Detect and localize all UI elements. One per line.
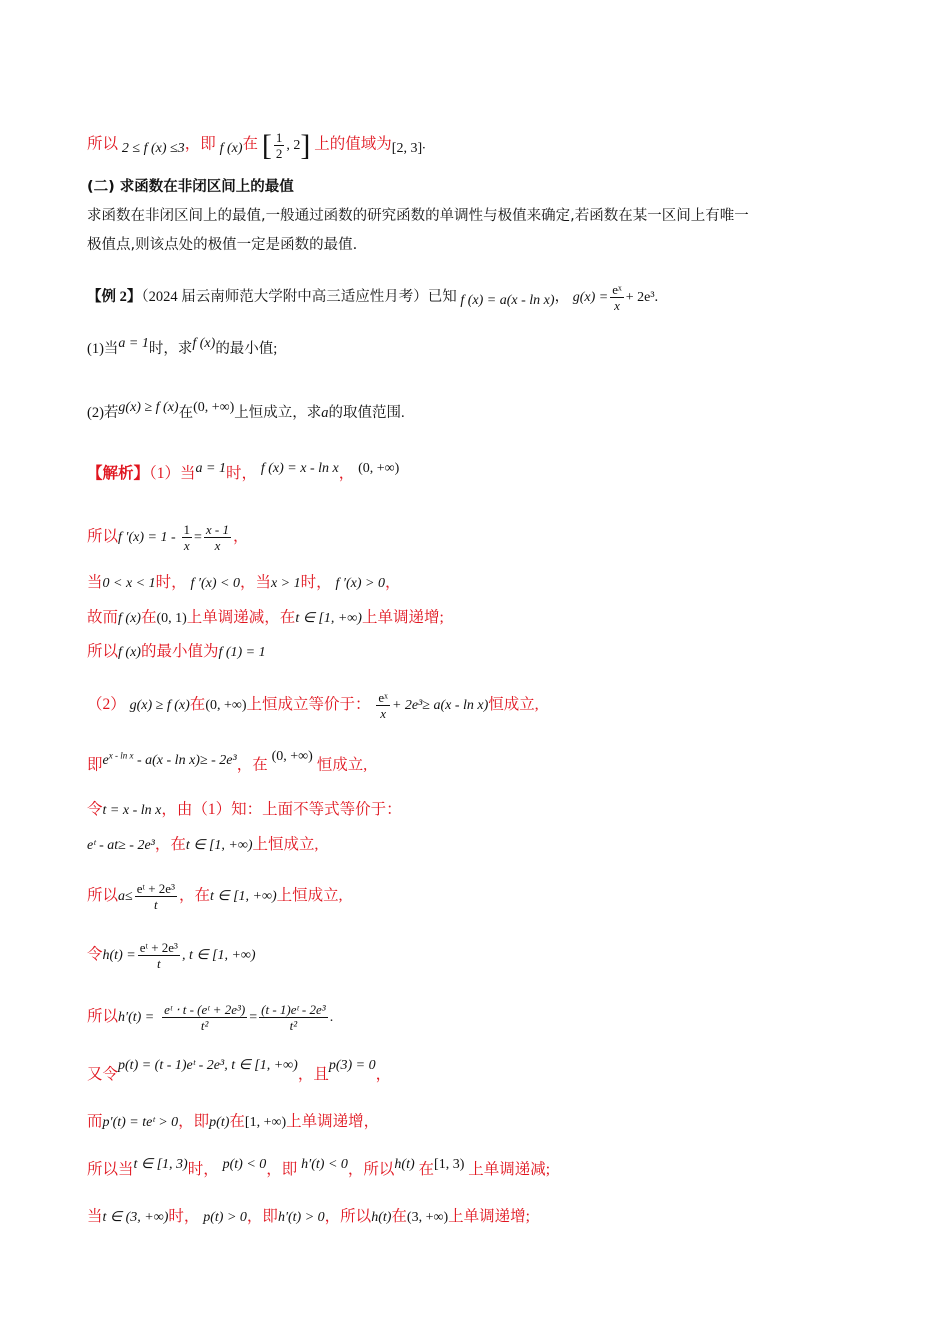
math-rest: - a(x - ln x)≥ - 2e³ (133, 752, 237, 768)
frac-den: x (380, 706, 387, 721)
text: 所以 (87, 1008, 119, 1026)
math: a = 1 (195, 461, 226, 476)
text: ，即 (178, 1113, 210, 1130)
math: t ∈ [1, +∞) (185, 838, 253, 853)
text: ，在 (178, 887, 210, 905)
paragraph-line-1: 求函数在非闭区间上的最值,一般通过函数的研究函数的单调性与极值来确定,若函数在某一区间上有唯一 (87, 208, 749, 224)
math: p(t) < 0 (222, 1157, 267, 1172)
text: 恒成立, (316, 756, 368, 774)
math: (0, +∞) (271, 748, 313, 764)
text: 所以当 (87, 1161, 134, 1178)
math-range: [2, 3] (391, 140, 423, 156)
solution-label: 【解析】 (87, 465, 150, 482)
math: g(x) ≥ f (x) (129, 698, 190, 714)
text: 所以 (87, 135, 119, 153)
math: = (249, 1010, 258, 1026)
solution-line-6 (87, 690, 539, 721)
text: (2)若 (87, 405, 119, 421)
math-sup: x - ln x (108, 750, 134, 760)
text: 在 (242, 135, 259, 153)
section-heading: (二) 求函数在非闭区间上的最值 (87, 179, 294, 195)
range-conclusion-line (87, 130, 426, 161)
frac-num: 1 (183, 522, 190, 537)
text: 上单调递减; (468, 1161, 551, 1178)
question-1-line (87, 338, 277, 361)
frac (162, 1002, 247, 1033)
text: 即 (87, 756, 103, 774)
text: . (329, 1010, 334, 1026)
solution-line-10 (87, 881, 343, 912)
solution-line-2 (87, 522, 249, 553)
text: 上恒成立等价于： (246, 696, 371, 714)
text: 时， (168, 1208, 200, 1225)
frac-den: t (154, 897, 158, 912)
math: p(t) (209, 1115, 230, 1130)
math-e: e (102, 752, 109, 768)
math: f (x) = x - ln x (260, 461, 339, 476)
text: (1)当 (87, 341, 119, 357)
frac (182, 522, 193, 553)
math: t ∈ (3, +∞) (102, 1210, 169, 1225)
frac-den: t² (289, 1018, 298, 1033)
math-fx: f (x) (192, 336, 216, 351)
math-a-eq-1: a = 1 (118, 336, 149, 351)
text: 上单调递增; (361, 609, 444, 626)
text: ， (375, 1066, 392, 1083)
text: 的最小值为 (140, 643, 219, 660)
math: a≤ (118, 889, 133, 905)
text: ，且 (297, 1066, 329, 1083)
math: t ∈ [1, +∞) (209, 889, 277, 905)
math-fx: f (x) (219, 140, 243, 156)
text: 所以 (87, 643, 119, 660)
math-text: , 2 (286, 137, 301, 153)
text: 所以 (87, 528, 119, 546)
text: ，即 (184, 135, 216, 153)
text: ， (338, 465, 355, 482)
frac (135, 881, 177, 912)
math: t ∈ [1, +∞) (295, 611, 362, 626)
frac (138, 940, 180, 971)
math: 0 < x < 1 (102, 576, 156, 591)
text: ， (554, 288, 570, 305)
text: ，即 (266, 1161, 298, 1178)
math: eᵗ - at≥ - 2e³ (87, 838, 155, 853)
math: h′(t) = (118, 1010, 155, 1026)
frac-den: t (157, 956, 161, 971)
text: 时，求 (148, 341, 193, 357)
math: t = x - ln x (102, 803, 162, 818)
text: 上恒成立，求 (234, 405, 322, 421)
math: = (194, 530, 202, 546)
text: 又令 (87, 1066, 119, 1083)
text: 在 (140, 609, 157, 626)
text: 在 (189, 696, 206, 714)
text: 上的值域为 (314, 135, 392, 153)
math: x > 1 (270, 576, 301, 591)
math: h(t) = (102, 948, 136, 964)
text: （1）当 (149, 465, 196, 482)
solution-line-12 (87, 1002, 333, 1033)
text: 当 (87, 1208, 103, 1225)
frac-num: 1 (275, 130, 283, 145)
math-g-lhs: g(x) = (572, 289, 609, 305)
text: 所以 (87, 887, 119, 905)
text: 时， (155, 574, 187, 591)
text: 恒成立, (488, 696, 539, 714)
solution-line-4 (87, 607, 444, 630)
text: 故而 (87, 609, 119, 626)
text: 令 (87, 801, 103, 818)
frac-num: x - 1 (205, 522, 230, 537)
math: f (x) (118, 611, 141, 626)
math: (0, 1) (156, 611, 187, 626)
text: . (422, 137, 426, 153)
text: ，当 (239, 574, 271, 591)
text: ，由（1）知：上面不等式等价于： (161, 801, 402, 818)
frac-num: eˣ (378, 690, 388, 705)
frac-num: (t - 1)eᵗ - 2e³ (261, 1002, 326, 1017)
math (102, 750, 237, 768)
math-g-frac (610, 282, 624, 313)
math: + 2e³≥ a(x - ln x) (391, 698, 489, 714)
text: ， (233, 528, 249, 546)
math-interval: (0, +∞) (193, 400, 235, 415)
math-inequality: 2 ≤ f (x) ≤3 (121, 140, 185, 156)
solution-line-16 (87, 1206, 530, 1229)
text: （2） (87, 696, 126, 714)
text: 上单调递减，在 (186, 609, 296, 626)
text: ，在 (154, 836, 186, 853)
frac-den: t² (200, 1018, 209, 1033)
frac (204, 522, 231, 553)
text: 时， (187, 1161, 219, 1178)
frac-num: eᵗ + 2e³ (139, 940, 178, 955)
frac-num: eᵗ + 2e³ (136, 881, 175, 896)
example-source: （2024 届云南师范大学附中高三适应性月考）已知 (141, 288, 457, 305)
text: 上恒成立, (252, 836, 319, 853)
text: 而 (87, 1113, 103, 1130)
text: ，在 (236, 756, 268, 774)
math-f-def: f (x) = a(x - ln x) (460, 292, 555, 308)
text: 上单调递增; (448, 1208, 530, 1225)
math: h(t) (394, 1157, 415, 1172)
text: ，所以 (347, 1161, 395, 1178)
question-2-line (87, 402, 405, 425)
frac-den: 2 (275, 146, 283, 161)
text: 时， (300, 574, 332, 591)
frac-num: eᵗ ⋅ t - (eᵗ + 2e³) (164, 1002, 246, 1017)
frac-den: x (214, 538, 221, 553)
frac (259, 1002, 328, 1033)
math: h′(t) > 0 (277, 1210, 325, 1225)
text: 令 (87, 946, 103, 964)
math: , t ∈ [1, +∞) (181, 948, 256, 964)
math: [1, +∞) (244, 1115, 287, 1130)
math: p(3) = 0 (328, 1058, 376, 1073)
math: f ′(x) > 0 (335, 576, 385, 591)
text: ，所以 (324, 1208, 372, 1225)
text: 上恒成立, (276, 887, 343, 905)
solution-line-14 (87, 1111, 379, 1134)
text: ， (384, 574, 401, 591)
solution-line-11 (87, 940, 256, 971)
frac (376, 690, 390, 721)
math: p(t) > 0 (203, 1210, 247, 1225)
math-g-ge-f: g(x) ≥ f (x) (118, 400, 179, 415)
math-g-rest: + 2e³ (625, 289, 655, 305)
math: f (1) = 1 (218, 645, 266, 660)
text: 的最小值; (215, 341, 278, 357)
math: f ′(x) < 0 (190, 576, 240, 591)
solution-line-7 (87, 750, 367, 778)
text: 当 (87, 574, 103, 591)
text: 在 (178, 405, 194, 421)
math: h′(t) < 0 (301, 1157, 348, 1172)
text: ，即 (246, 1208, 278, 1225)
frac-num: eˣ (612, 282, 622, 297)
math: t ∈ [1, 3) (133, 1157, 188, 1172)
math: (0, +∞) (358, 461, 400, 476)
math: (3, +∞) (406, 1210, 449, 1225)
text: 在 (229, 1113, 245, 1130)
example-2-line (87, 282, 658, 313)
text: 的取值范围. (328, 405, 405, 421)
math-a: a (321, 405, 329, 421)
text: 时， (225, 465, 257, 482)
frac-den: x (183, 538, 190, 553)
solution-line-3 (87, 572, 400, 595)
math: h(t) (371, 1210, 392, 1225)
example-label: 【例 2】 (87, 288, 142, 305)
text: 在 (391, 1208, 407, 1225)
math-interval-half-2: [ $\frac{1}{2}$ , 2] (261, 128, 311, 162)
math: f ′(x) = 1 - (118, 530, 176, 546)
solution-line-9 (87, 834, 318, 857)
text: . (654, 288, 659, 305)
math: p(t) = (t - 1)eᵗ - 2e³, t ∈ [1, +∞) (118, 1058, 298, 1073)
solution-line-13 (87, 1058, 392, 1087)
math: [1, 3) (434, 1157, 465, 1172)
solution-line-8 (87, 799, 402, 822)
text: 在 (418, 1161, 435, 1178)
text: 上单调递增， (286, 1113, 380, 1130)
math: f (x) (118, 645, 141, 660)
solution-line-15 (87, 1159, 550, 1182)
math: (0, +∞) (205, 698, 247, 714)
frac-den: x (614, 298, 620, 313)
paragraph-line-2: 极值点,则该点处的极值一定是函数的最值. (87, 237, 358, 253)
solution-line-1 (87, 463, 399, 486)
solution-line-5 (87, 641, 266, 664)
math: p′(t) = teᵗ > 0 (102, 1115, 179, 1130)
